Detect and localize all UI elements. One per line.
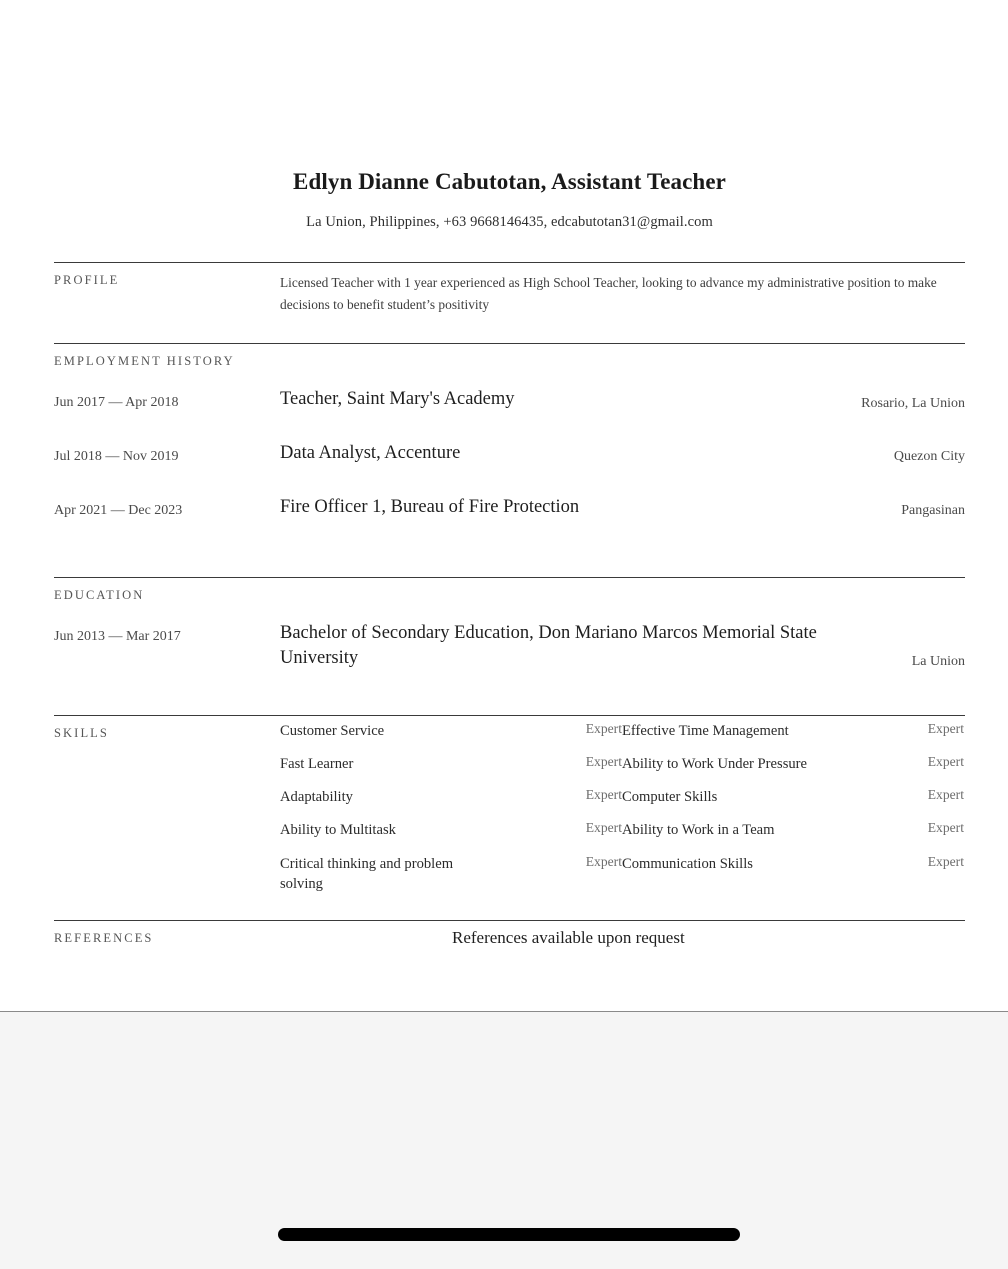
entry-dates: Jul 2018 — Nov 2019 (54, 448, 179, 464)
skill-name: Communication Skills (622, 855, 753, 872)
skill-level: Expert (585, 754, 622, 770)
skill-item (622, 854, 964, 874)
skill-name: Customer Service (280, 723, 385, 739)
skill-item (280, 787, 622, 807)
skill-item (622, 787, 964, 807)
section-skills (54, 715, 965, 907)
skill-level: Expert (927, 820, 964, 836)
section-employment-history (54, 343, 965, 521)
section-profile (54, 262, 965, 315)
skill-item (280, 820, 622, 840)
skill-name: Effective Time Management (622, 723, 789, 739)
entry-dates: Jun 2013 — Mar 2017 (54, 629, 181, 644)
entry-location: La Union (911, 654, 965, 670)
section-label-employment-history: EMPLOYMENT HISTORY (54, 354, 235, 368)
skill-level: Expert (585, 721, 622, 736)
entry-location: Rosario, La Union (861, 395, 965, 411)
skills-column-left (280, 721, 622, 907)
section-label-profile: PROFILE (54, 273, 120, 287)
skill-item (280, 721, 622, 741)
skills-grid (280, 716, 965, 907)
entry-location: Quezon City (893, 449, 965, 465)
entry-title: Bachelor of Secondary Education, Don Mariano Marcos Memorial State University (280, 623, 817, 668)
education-entry (54, 621, 965, 670)
skill-item (280, 754, 622, 774)
employment-entry (54, 387, 965, 413)
page-title: Edlyn Dianne Cabutotan, Assistant Teacher (293, 169, 726, 194)
skill-level: Expert (927, 853, 964, 869)
entry-title: Teacher, Saint Mary's Academy (280, 389, 515, 409)
section-references (54, 920, 965, 950)
entry-location: Pangasinan (901, 503, 965, 519)
skill-level: Expert (927, 787, 964, 803)
entry-title: Data Analyst, Accenture (280, 442, 461, 463)
entry-dates: Apr 2021 — Dec 2023 (54, 502, 183, 518)
skill-item (622, 754, 964, 774)
references-text: References available upon request (452, 928, 685, 947)
home-indicator[interactable] (278, 1228, 740, 1241)
section-label-education: EDUCATION (54, 588, 145, 602)
skill-item (280, 854, 622, 894)
skill-level: Expert (585, 853, 622, 869)
section-label-skills: SKILLS (54, 726, 109, 740)
skill-level: Expert (927, 721, 964, 736)
skill-level: Expert (585, 820, 622, 836)
contact-info: La Union, Philippines, +63 9668146435, edcabutotan31@gmail.com (306, 213, 713, 230)
skill-item (622, 820, 964, 840)
section-label-references: REFERENCES (54, 931, 154, 945)
skill-level: Expert (585, 787, 622, 803)
employment-entry (54, 441, 965, 467)
skills-column-right (622, 721, 964, 907)
entry-title: Fire Officer 1, Bureau of Fire Protection (280, 496, 580, 517)
section-education (54, 577, 965, 670)
employment-entry (54, 495, 965, 521)
skill-item (622, 721, 964, 741)
skill-name: Ability to Work Under Pressure (622, 756, 808, 773)
skill-name: Adaptability (280, 789, 353, 806)
skill-name: Ability to Work in a Team (622, 822, 775, 839)
skill-name: Ability to Multitask (280, 822, 396, 839)
skill-name: Critical thinking and problem solving (280, 855, 454, 892)
skill-level: Expert (927, 754, 964, 770)
skill-name: Computer Skills (622, 789, 718, 806)
entry-dates: Jun 2017 — Apr 2018 (54, 395, 179, 410)
resume-header (54, 168, 965, 231)
skill-name: Fast Learner (280, 756, 354, 773)
profile-summary-text: Licensed Teacher with 1 year experienced as High School Teacher, looking to advance my administrative position to make decisions to benefit student’s positivity (280, 275, 937, 312)
